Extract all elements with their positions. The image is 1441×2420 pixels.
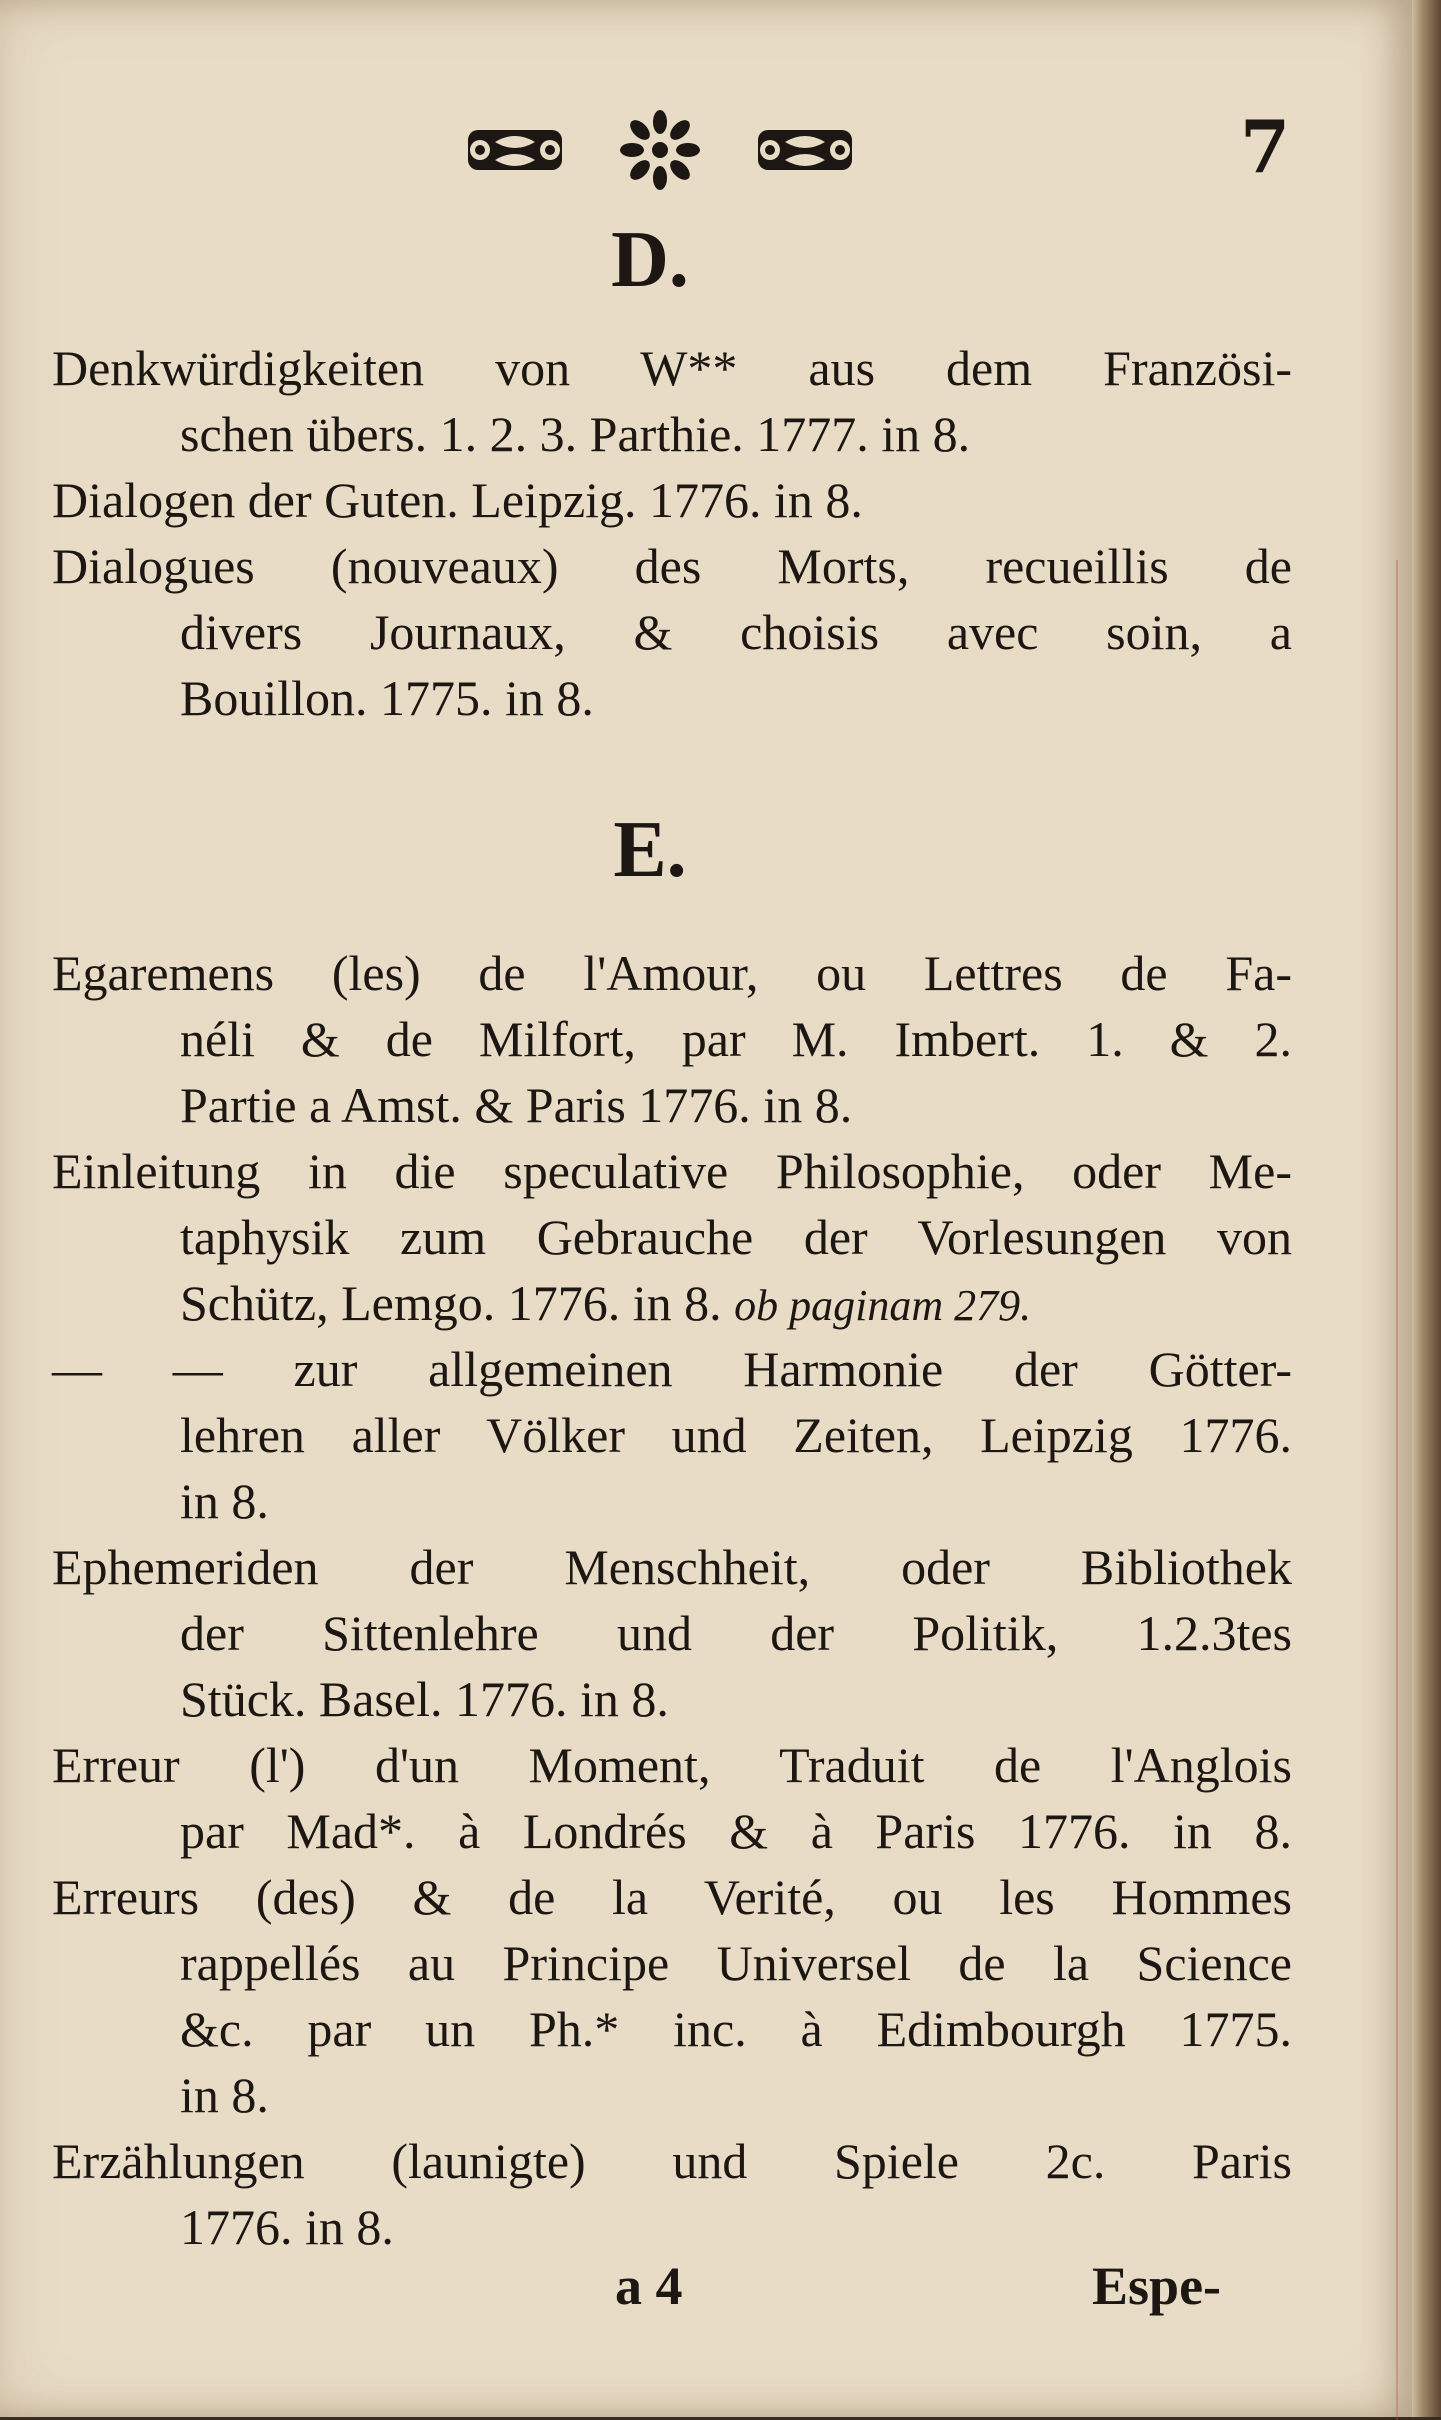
entry-line: divers Journaux, & choisis avec soin, a <box>180 604 1292 660</box>
entry-line: taphysik zum Gebrauche der Vorlesungen von <box>180 1209 1292 1265</box>
signature-mark: a 4 <box>615 2256 683 2316</box>
page-margin-stain <box>1396 560 1398 2420</box>
entry-line: &c. par un Ph.* inc. à Edimbourgh 1775. <box>180 2001 1292 2057</box>
section-heading-d: D. <box>611 216 689 304</box>
entry-line: par Mad*. à Londrés & à Paris 1776. in 8. <box>180 1803 1292 1859</box>
entry-line-text: Schütz, Lemgo. 1776. in 8. <box>180 1275 722 1331</box>
entry-line: Bouillon. 1775. in 8. <box>180 670 594 726</box>
entry-line: Dialogues (nouveaux) des Morts, recueillis de <box>52 538 1292 594</box>
entry-line: lehren aller Völker und Zeiten, Leipzig 1776. <box>180 1407 1292 1463</box>
page-reference-note: ob paginam 279. <box>734 1281 1032 1330</box>
entry-line: rappellés au Principe Universel de la Science <box>180 1935 1292 1991</box>
entry-line: Erzählungen (launigte) und Spiele 2c. Paris <box>52 2133 1292 2189</box>
entry-line: in 8. <box>180 2067 269 2123</box>
ornament-scroll-icon <box>750 120 860 180</box>
entry-line: Erreur (l') d'un Moment, Traduit de l'Anglois <box>52 1737 1292 1793</box>
page-edge <box>1412 0 1441 2417</box>
entry-line: Einleitung in die speculative Philosophie, oder Me- <box>52 1143 1292 1199</box>
ornament-scroll-icon <box>460 120 570 180</box>
catchword: Espe- <box>1092 2256 1222 2316</box>
entry-line: Erreurs (des) & de la Verité, ou les Hommes <box>52 1869 1292 1925</box>
entry-line: schen übers. 1. 2. 3. Parthie. 1777. in 8. <box>180 406 971 462</box>
page-number: 7 <box>1240 104 1291 189</box>
section-heading-e: E. <box>613 806 687 894</box>
entry-line: — — zur allgemeinen Harmonie der Götter- <box>52 1341 1292 1397</box>
ornament-rosette-icon <box>620 110 700 190</box>
header-ornament <box>460 100 860 200</box>
entry-line: Dialogen der Guten. Leipzig. 1776. in 8. <box>52 472 863 528</box>
entry-line <box>180 1270 1031 1339</box>
entry-line: 1776. in 8. <box>180 2199 394 2255</box>
entry-line: Stück. Basel. 1776. in 8. <box>180 1671 669 1727</box>
entry-line: Egaremens (les) de l'Amour, ou Lettres de Fa- <box>52 945 1292 1001</box>
entry-line: in 8. <box>180 1473 269 1529</box>
entry-line: néli & de Milfort, par M. Imbert. 1. & 2. <box>180 1011 1292 1067</box>
entry-line: der Sittenlehre und der Politik, 1.2.3tes <box>180 1605 1292 1661</box>
entry-line: Partie a Amst. & Paris 1776. in 8. <box>180 1077 853 1133</box>
entry-line: Denkwürdigkeiten von W** aus dem Französi- <box>52 340 1292 396</box>
page-header <box>0 100 1412 200</box>
entry-line: Ephemeriden der Menschheit, oder Bibliothek <box>52 1539 1292 1595</box>
